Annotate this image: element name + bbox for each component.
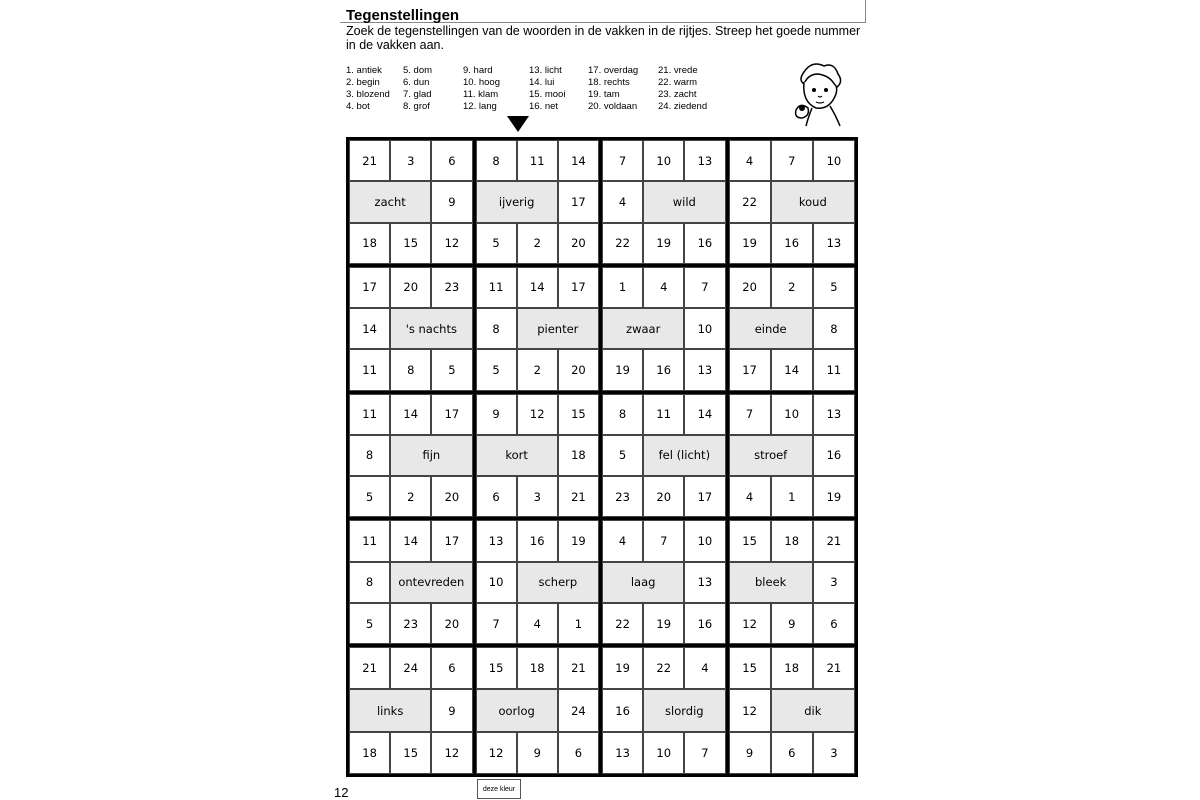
number-cell[interactable]: 14 <box>390 520 431 561</box>
number-cell[interactable]: 18 <box>771 647 813 689</box>
number-cell[interactable]: 6 <box>431 647 472 689</box>
number-cell[interactable]: 21 <box>558 476 599 517</box>
word-list-item: 10. hoog <box>463 77 500 88</box>
number-cell[interactable]: 7 <box>771 140 813 181</box>
puzzle-block <box>729 394 856 521</box>
word-cell: einde <box>729 308 813 349</box>
number-cell[interactable]: 12 <box>517 394 558 435</box>
number-cell[interactable]: 10 <box>684 308 725 349</box>
number-cell[interactable]: 8 <box>476 308 517 349</box>
number-cell[interactable]: 8 <box>349 562 390 603</box>
puzzle-grid <box>346 137 858 777</box>
number-cell[interactable]: 18 <box>517 647 558 689</box>
page-number: 12 <box>334 785 349 800</box>
number-cell[interactable]: 22 <box>643 647 684 689</box>
number-cell[interactable]: 2 <box>517 223 558 264</box>
number-cell[interactable]: 9 <box>431 689 472 731</box>
puzzle-block <box>729 140 856 267</box>
word-list-item: 14. lui <box>529 77 555 88</box>
number-cell[interactable]: 6 <box>813 603 855 644</box>
word-list-item: 1. antiek <box>346 65 382 76</box>
puzzle-block <box>729 520 856 647</box>
number-cell[interactable]: 7 <box>684 267 725 308</box>
number-cell[interactable]: 10 <box>684 520 725 561</box>
word-list-item: 4. bot <box>346 101 370 112</box>
word-list-item: 20. voldaan <box>588 101 638 112</box>
number-cell[interactable]: 11 <box>517 140 558 181</box>
number-cell[interactable]: 16 <box>771 223 813 264</box>
number-cell[interactable]: 7 <box>729 394 771 435</box>
word-list-item: 3. blozend <box>346 89 390 100</box>
word-list-item: 16. net <box>529 101 559 112</box>
puzzle-block <box>476 520 603 647</box>
thinking-boy-illustration-icon <box>782 58 852 128</box>
number-cell[interactable]: 19 <box>813 476 855 517</box>
number-cell[interactable]: 4 <box>602 181 643 222</box>
number-cell[interactable]: 9 <box>431 181 472 222</box>
puzzle-block <box>349 647 476 774</box>
word-list-item: 24. ziedend <box>658 101 708 112</box>
number-cell[interactable]: 20 <box>643 476 684 517</box>
number-cell[interactable]: 20 <box>431 603 472 644</box>
number-cell[interactable]: 9 <box>771 603 813 644</box>
word-cell: wild <box>643 181 725 222</box>
number-cell[interactable]: 2 <box>390 476 431 517</box>
number-cell[interactable]: 13 <box>684 562 725 603</box>
word-column <box>403 65 432 113</box>
number-cell[interactable]: 20 <box>558 349 599 390</box>
number-cell[interactable]: 5 <box>349 476 390 517</box>
word-cell: fel (licht) <box>643 435 725 476</box>
number-cell[interactable]: 5 <box>349 603 390 644</box>
number-cell[interactable]: 24 <box>558 689 599 731</box>
word-cell: slordig <box>643 689 725 731</box>
down-arrow-icon <box>507 116 529 132</box>
color-label-box: deze kleur <box>477 779 521 799</box>
number-cell[interactable]: 6 <box>431 140 472 181</box>
number-cell[interactable]: 23 <box>602 476 643 517</box>
puzzle-block <box>729 647 856 774</box>
number-cell[interactable]: 17 <box>729 349 771 390</box>
puzzle-block <box>476 647 603 774</box>
number-cell[interactable]: 12 <box>431 732 472 774</box>
number-cell[interactable]: 19 <box>602 647 643 689</box>
number-cell[interactable]: 5 <box>813 267 855 308</box>
number-cell[interactable]: 10 <box>643 732 684 774</box>
number-cell[interactable]: 8 <box>813 308 855 349</box>
number-cell[interactable]: 15 <box>390 732 431 774</box>
word-cell: stroef <box>729 435 813 476</box>
number-cell[interactable]: 21 <box>813 520 855 561</box>
word-list-item: 22. warm <box>658 77 698 88</box>
number-cell[interactable]: 16 <box>684 223 725 264</box>
number-cell[interactable]: 1 <box>558 603 599 644</box>
number-cell[interactable]: 23 <box>431 267 472 308</box>
number-cell[interactable]: 10 <box>813 140 855 181</box>
number-cell[interactable]: 16 <box>643 349 684 390</box>
number-cell[interactable]: 4 <box>643 267 684 308</box>
number-cell[interactable]: 24 <box>390 647 431 689</box>
number-cell[interactable]: 9 <box>476 394 517 435</box>
word-list-item: 7. glad <box>403 89 432 100</box>
number-cell[interactable]: 5 <box>431 349 472 390</box>
number-cell[interactable]: 19 <box>643 223 684 264</box>
number-cell[interactable]: 12 <box>431 223 472 264</box>
number-cell[interactable]: 14 <box>771 349 813 390</box>
word-list-item: 12. lang <box>463 101 497 112</box>
number-cell[interactable]: 5 <box>476 349 517 390</box>
number-cell[interactable]: 19 <box>558 520 599 561</box>
number-cell[interactable]: 11 <box>349 349 390 390</box>
number-cell[interactable]: 5 <box>602 435 643 476</box>
puzzle-block <box>476 394 603 521</box>
word-list-item: 19. tam <box>588 89 620 100</box>
word-cell: pienter <box>517 308 599 349</box>
number-cell[interactable]: 9 <box>729 732 771 774</box>
word-list-item: 2. begin <box>346 77 380 88</box>
number-cell[interactable]: 17 <box>349 267 390 308</box>
number-cell[interactable]: 13 <box>602 732 643 774</box>
puzzle-block <box>349 267 476 394</box>
number-cell[interactable]: 4 <box>517 603 558 644</box>
puzzle-block <box>349 394 476 521</box>
number-cell[interactable]: 11 <box>349 520 390 561</box>
number-cell[interactable]: 11 <box>349 394 390 435</box>
word-column <box>588 65 638 113</box>
number-cell[interactable]: 5 <box>476 223 517 264</box>
word-cell: 's nachts <box>390 308 472 349</box>
number-cell[interactable]: 15 <box>729 520 771 561</box>
word-cell: scherp <box>517 562 599 603</box>
number-cell[interactable]: 2 <box>771 267 813 308</box>
word-list-item: 13. licht <box>529 65 562 76</box>
word-column <box>463 65 500 113</box>
word-list-item: 21. vrede <box>658 65 698 76</box>
number-cell[interactable]: 2 <box>517 349 558 390</box>
number-cell[interactable]: 11 <box>643 394 684 435</box>
number-cell[interactable]: 3 <box>813 732 855 774</box>
number-cell[interactable]: 16 <box>684 603 725 644</box>
word-cell: oorlog <box>476 689 558 731</box>
number-cell[interactable]: 20 <box>729 267 771 308</box>
number-cell[interactable]: 14 <box>684 394 725 435</box>
number-cell[interactable]: 7 <box>643 520 684 561</box>
number-cell[interactable]: 9 <box>517 732 558 774</box>
word-cell: links <box>349 689 431 731</box>
number-cell[interactable]: 17 <box>431 394 472 435</box>
puzzle-block <box>476 140 603 267</box>
number-cell[interactable]: 14 <box>558 140 599 181</box>
puzzle-block <box>602 267 729 394</box>
instruction-text: Zoek de tegenstellingen van de woorden in de vakken in de rijtjes. Streep het goede nummer in de vakken aan. <box>346 24 861 52</box>
number-cell[interactable]: 23 <box>390 603 431 644</box>
number-cell[interactable]: 7 <box>476 603 517 644</box>
number-cell[interactable]: 20 <box>431 476 472 517</box>
puzzle-block <box>349 140 476 267</box>
number-cell[interactable]: 3 <box>813 562 855 603</box>
word-cell: laag <box>602 562 684 603</box>
word-cell: bleek <box>729 562 813 603</box>
puzzle-block <box>349 520 476 647</box>
word-list-item: 17. overdag <box>588 65 639 76</box>
number-cell[interactable]: 14 <box>349 308 390 349</box>
number-cell[interactable]: 8 <box>476 140 517 181</box>
number-cell[interactable]: 11 <box>476 267 517 308</box>
number-cell[interactable]: 8 <box>349 435 390 476</box>
word-column <box>346 65 390 113</box>
number-cell[interactable]: 21 <box>349 140 390 181</box>
word-column <box>529 65 565 113</box>
page-title: Tegenstellingen <box>346 7 460 24</box>
number-cell[interactable]: 10 <box>771 394 813 435</box>
number-cell[interactable]: 19 <box>602 349 643 390</box>
number-cell[interactable]: 4 <box>602 520 643 561</box>
number-cell[interactable]: 13 <box>684 140 725 181</box>
number-cell[interactable]: 6 <box>771 732 813 774</box>
number-cell[interactable]: 4 <box>729 140 771 181</box>
number-cell[interactable]: 8 <box>390 349 431 390</box>
number-cell[interactable]: 19 <box>729 223 771 264</box>
number-cell[interactable]: 12 <box>476 732 517 774</box>
word-cell: zacht <box>349 181 431 222</box>
number-cell[interactable]: 15 <box>476 647 517 689</box>
number-cell[interactable]: 1 <box>771 476 813 517</box>
word-cell: dik <box>771 689 855 731</box>
word-cell: ijverig <box>476 181 558 222</box>
number-cell[interactable]: 20 <box>390 267 431 308</box>
number-cell[interactable]: 17 <box>431 520 472 561</box>
number-cell[interactable]: 18 <box>349 732 390 774</box>
number-cell[interactable]: 10 <box>643 140 684 181</box>
number-cell[interactable]: 14 <box>517 267 558 308</box>
number-cell[interactable]: 14 <box>390 394 431 435</box>
number-cell[interactable]: 13 <box>684 349 725 390</box>
number-cell[interactable]: 10 <box>476 562 517 603</box>
word-list-item: 6. dun <box>403 77 430 88</box>
puzzle-block <box>602 394 729 521</box>
number-cell[interactable]: 22 <box>602 223 643 264</box>
number-cell[interactable]: 3 <box>517 476 558 517</box>
number-cell[interactable]: 15 <box>729 647 771 689</box>
number-cell[interactable]: 13 <box>476 520 517 561</box>
puzzle-block <box>602 647 729 774</box>
number-cell[interactable]: 11 <box>813 349 855 390</box>
number-cell[interactable]: 15 <box>390 223 431 264</box>
puzzle-block <box>602 140 729 267</box>
word-cell: kort <box>476 435 558 476</box>
word-cell: fijn <box>390 435 472 476</box>
word-cell: koud <box>771 181 855 222</box>
number-cell[interactable]: 13 <box>813 223 855 264</box>
word-list-item: 23. zacht <box>658 89 697 100</box>
number-cell[interactable]: 7 <box>684 732 725 774</box>
word-cell: ontevreden <box>390 562 472 603</box>
number-cell[interactable]: 16 <box>602 689 643 731</box>
word-list-item: 8. grof <box>403 101 430 112</box>
word-cell: zwaar <box>602 308 684 349</box>
number-cell[interactable]: 6 <box>558 732 599 774</box>
number-cell[interactable]: 13 <box>813 394 855 435</box>
number-cell[interactable]: 16 <box>517 520 558 561</box>
number-cell[interactable]: 8 <box>602 394 643 435</box>
number-cell[interactable]: 19 <box>643 603 684 644</box>
number-cell[interactable]: 17 <box>558 181 599 222</box>
number-cell[interactable]: 21 <box>813 647 855 689</box>
number-cell[interactable]: 21 <box>349 647 390 689</box>
puzzle-block <box>602 520 729 647</box>
number-cell[interactable]: 12 <box>729 603 771 644</box>
number-cell[interactable]: 4 <box>729 476 771 517</box>
number-cell[interactable]: 22 <box>602 603 643 644</box>
number-cell[interactable]: 15 <box>558 394 599 435</box>
word-list-item: 11. klam <box>463 89 499 100</box>
number-cell[interactable]: 18 <box>349 223 390 264</box>
number-cell[interactable]: 6 <box>476 476 517 517</box>
word-list-item: 9. hard <box>463 65 493 76</box>
word-list-item: 18. rechts <box>588 77 630 88</box>
number-cell[interactable]: 17 <box>558 267 599 308</box>
number-cell[interactable]: 1 <box>602 267 643 308</box>
number-cell[interactable]: 20 <box>558 223 599 264</box>
number-cell[interactable]: 17 <box>684 476 725 517</box>
number-cell[interactable]: 21 <box>558 647 599 689</box>
number-cell[interactable]: 7 <box>602 140 643 181</box>
number-cell[interactable]: 18 <box>558 435 599 476</box>
puzzle-block <box>729 267 856 394</box>
word-list-item: 15. mooi <box>529 89 566 100</box>
number-cell[interactable]: 22 <box>729 181 771 222</box>
number-cell[interactable]: 12 <box>729 689 771 731</box>
number-cell[interactable]: 4 <box>684 647 725 689</box>
puzzle-block <box>476 267 603 394</box>
number-cell[interactable]: 16 <box>813 435 855 476</box>
number-cell[interactable]: 3 <box>390 140 431 181</box>
word-column <box>658 65 707 113</box>
word-list-item: 5. dom <box>403 65 433 76</box>
number-cell[interactable]: 18 <box>771 520 813 561</box>
